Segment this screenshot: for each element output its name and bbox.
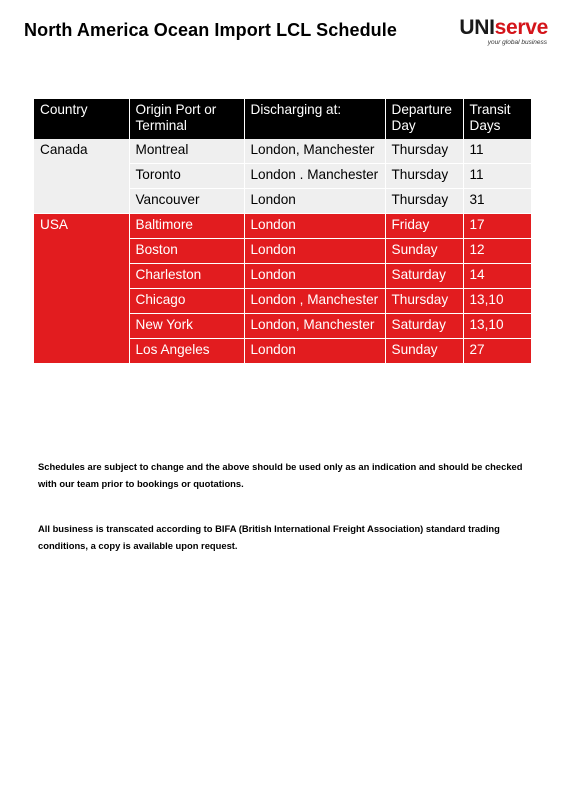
country-cell-canada: Canada [34, 139, 129, 214]
discharging-cell: London [244, 264, 385, 289]
logo-wordmark [459, 17, 548, 39]
origin-cell: New York [129, 314, 244, 339]
logo-uni-text: UNI [459, 16, 495, 39]
transit-days-cell: 11 [463, 139, 531, 164]
discharging-cell: London, Manchester [244, 314, 385, 339]
discharging-cell: London [244, 214, 385, 239]
origin-cell: Chicago [129, 289, 244, 314]
departure-day-cell: Thursday [385, 289, 463, 314]
departure-day-cell: Sunday [385, 339, 463, 364]
transit-days-cell: 27 [463, 339, 531, 364]
bifa-conditions-note: All business is transcated according to BIFA (British International Freight Association) standard trading conditions, a copy is available upon request. [38, 523, 500, 551]
column-header-transit-days: Transit Days [463, 99, 531, 139]
discharging-cell: London [244, 189, 385, 214]
transit-days-cell: 17 [463, 214, 531, 239]
table-row [34, 139, 531, 164]
schedule-disclaimer: Schedules are subject to change and the above should be used only as an indication and should be checked with our team prior to bookings or quotations. [38, 461, 523, 489]
departure-day-cell: Thursday [385, 164, 463, 189]
uniserve-logo [452, 17, 548, 49]
transit-days-cell: 11 [463, 164, 531, 189]
discharging-cell: London [244, 239, 385, 264]
discharging-cell: London [244, 339, 385, 364]
table-header-row [34, 99, 531, 139]
logo-tagline: your global business [487, 39, 547, 46]
transit-days-cell: 31 [463, 189, 531, 214]
departure-day-cell: Saturday [385, 264, 463, 289]
departure-day-cell: Thursday [385, 139, 463, 164]
origin-cell: Los Angeles [129, 339, 244, 364]
departure-day-cell: Thursday [385, 189, 463, 214]
discharging-cell: London . Manchester [244, 164, 385, 189]
origin-cell: Charleston [129, 264, 244, 289]
origin-cell: Vancouver [129, 189, 244, 214]
transit-days-cell: 14 [463, 264, 531, 289]
transit-days-cell: 12 [463, 239, 531, 264]
origin-cell: Montreal [129, 139, 244, 164]
origin-cell: Baltimore [129, 214, 244, 239]
column-header-discharging: Discharging at: [244, 99, 385, 139]
column-header-country: Country [34, 99, 129, 139]
column-header-departure-day: Departure Day [385, 99, 463, 139]
logo-serve-text: serve [494, 16, 548, 39]
discharging-cell: London, Manchester [244, 139, 385, 164]
origin-cell: Boston [129, 239, 244, 264]
country-cell-usa: USA [34, 214, 129, 364]
lcl-schedule-table [34, 99, 531, 363]
table-row [34, 214, 531, 239]
departure-day-cell: Friday [385, 214, 463, 239]
discharging-cell: London , Manchester [244, 289, 385, 314]
page-title: North America Ocean Import LCL Schedule [24, 20, 397, 40]
origin-cell: Toronto [129, 164, 244, 189]
departure-day-cell: Sunday [385, 239, 463, 264]
column-header-origin: Origin Port or Terminal [129, 99, 244, 139]
transit-days-cell: 13,10 [463, 289, 531, 314]
departure-day-cell: Saturday [385, 314, 463, 339]
transit-days-cell: 13,10 [463, 314, 531, 339]
